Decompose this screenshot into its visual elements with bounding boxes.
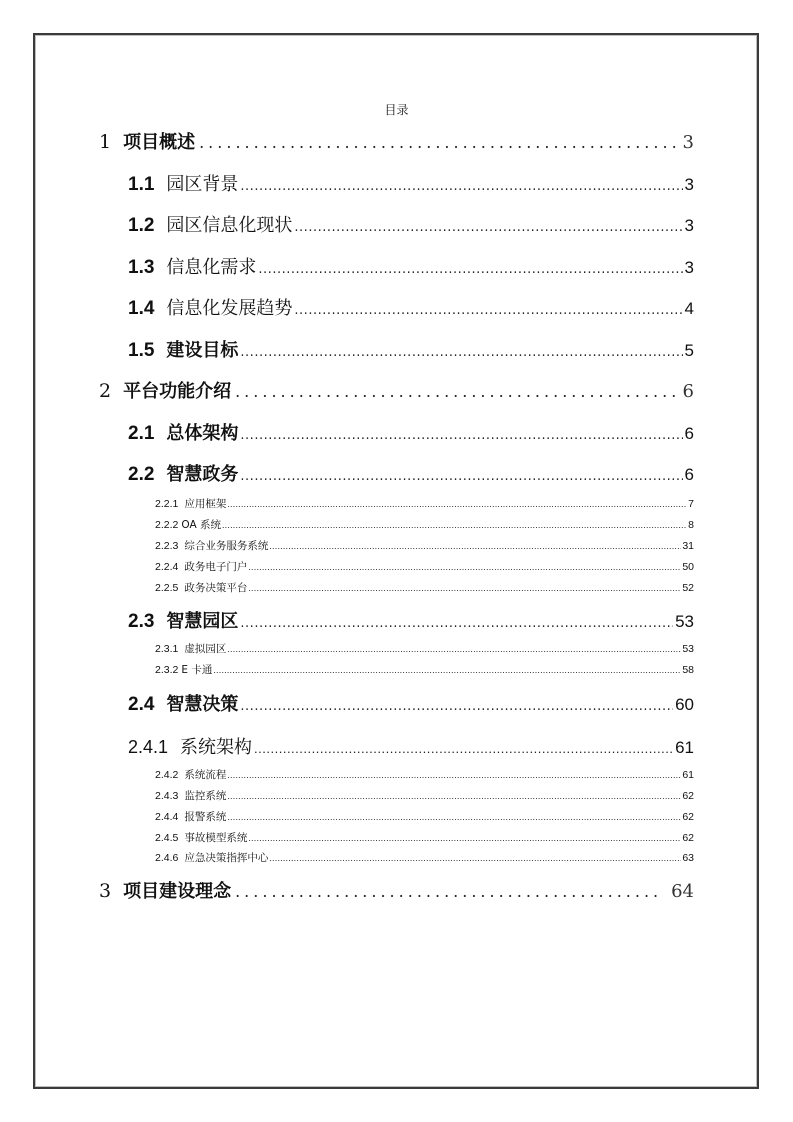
toc-entry-2-3-1[interactable] [155, 641, 694, 656]
toc-entry-2-2-3[interactable] [155, 538, 694, 553]
toc-entry-2-2-1[interactable] [155, 496, 694, 511]
toc-heading: 目录 [384, 103, 409, 117]
toc-entry-1-3[interactable] [128, 253, 694, 277]
toc-entry-title: 综合业务服务系统 [184, 540, 269, 552]
toc-entry-title: OA 系统 [181, 519, 221, 531]
toc-entry-title: 信息化发展趋势 [166, 298, 293, 319]
toc-entry-page: 50 [682, 561, 694, 573]
dot-leader [240, 345, 682, 360]
toc-entry-number: 2.1 [128, 423, 155, 444]
toc-entry-2-4-3[interactable] [155, 788, 694, 803]
toc-entry-2-4-2[interactable] [155, 767, 694, 782]
toc-entry-page: 61 [682, 769, 694, 781]
toc-entry-2-4-1[interactable] [128, 733, 694, 757]
dot-leader [258, 262, 682, 277]
toc-entry-1-5[interactable] [128, 336, 694, 360]
toc-entry-2-4[interactable] [128, 690, 694, 714]
dot-leader [240, 616, 673, 631]
toc-entry-number: 3 [99, 880, 112, 902]
toc-entry-number: 2.4.6 [155, 852, 179, 864]
dot-leader [227, 791, 681, 801]
toc-entry-title: E 卡通 [181, 664, 213, 676]
toc-entry-number: 2.2.2 [155, 519, 179, 531]
toc-entry-page: 58 [682, 664, 694, 676]
toc-entry-page: 64 [671, 881, 694, 902]
toc-entry-1-4[interactable] [128, 294, 694, 318]
toc-entry-number: 2.4.3 [155, 790, 179, 802]
toc-entry-number: 1.3 [128, 257, 155, 278]
toc-entry-1[interactable] [99, 128, 694, 152]
toc-entry-number: 2.2 [128, 464, 155, 485]
toc-entry-page: 52 [682, 582, 694, 594]
toc-entry-title: 项目建设理念 [123, 881, 232, 902]
toc-entry-title: 智慧决策 [166, 694, 239, 715]
toc-entry-title: 总体架构 [166, 423, 239, 444]
toc-entry-2-4-6[interactable] [155, 850, 694, 865]
toc-entry-number: 1 [99, 131, 112, 153]
toc-entry-page: 63 [682, 852, 694, 864]
toc-entry-3[interactable] [99, 877, 694, 901]
toc-entry-number: 1.5 [128, 340, 155, 361]
toc-entry-title: 虚拟园区 [184, 643, 227, 655]
toc-entry-1-1[interactable] [128, 170, 694, 194]
toc-entry-page: 53 [675, 612, 694, 631]
dot-leader [227, 770, 681, 780]
toc-entry-2[interactable] [99, 377, 694, 401]
toc-entry-2-4-4[interactable] [155, 809, 694, 824]
toc-entry-title: 智慧园区 [166, 611, 239, 632]
dot-leader [240, 179, 682, 194]
dot-leader [248, 562, 681, 572]
toc-entry-number: 2.4 [128, 694, 155, 715]
dot-leader [240, 699, 673, 714]
dot-leader [222, 520, 687, 530]
toc-entry-page: 31 [682, 540, 694, 552]
toc-entry-number: 2.2.3 [155, 540, 179, 552]
dot-leader [199, 133, 680, 152]
toc-entry-page: 6 [684, 424, 694, 443]
toc-entry-page: 3 [684, 175, 694, 194]
dot-leader [227, 812, 681, 822]
dot-leader [235, 382, 680, 401]
toc-entry-title: 应急决策指挥中心 [184, 852, 269, 864]
toc-entry-title: 园区信息化现状 [166, 215, 293, 236]
dot-leader [213, 665, 681, 675]
dot-leader [294, 303, 682, 318]
toc-entry-title: 政务决策平台 [184, 582, 248, 594]
toc-entry-2-2-4[interactable] [155, 559, 694, 574]
toc-entry-title: 政务电子门户 [184, 561, 248, 573]
toc-entry-page: 3 [682, 132, 694, 153]
toc-entry-page: 5 [684, 341, 694, 360]
dot-leader [240, 428, 682, 443]
toc-entry-page: 7 [688, 498, 694, 510]
toc-entry-page: 6 [684, 465, 694, 484]
toc-entry-number: 2.4.4 [155, 811, 179, 823]
toc-entry-title: 项目概述 [123, 132, 196, 153]
toc-entry-page: 4 [684, 299, 694, 318]
toc-entry-title: 建设目标 [166, 340, 239, 361]
toc-entry-title: 信息化需求 [166, 257, 257, 278]
toc-entry-title: 平台功能介绍 [123, 381, 232, 402]
toc-entry-title: 应用框架 [184, 498, 227, 510]
dot-leader [254, 741, 673, 756]
toc-entry-number: 2.4.5 [155, 832, 179, 844]
dot-leader [235, 882, 657, 901]
toc-entry-page: 3 [684, 258, 694, 277]
dot-leader [269, 853, 681, 863]
dot-leader [248, 833, 681, 843]
toc-entry-page: 8 [688, 519, 694, 531]
toc-entry-page: 3 [684, 216, 694, 235]
toc-entry-number: 2.3.2 [155, 664, 179, 676]
toc-entry-number: 1.1 [128, 174, 155, 195]
toc-entry-2-4-5[interactable] [155, 830, 694, 845]
toc-entry-number: 2.2.4 [155, 561, 179, 573]
toc-entry-page: 60 [675, 695, 694, 714]
dot-leader [269, 541, 681, 551]
toc-entry-number: 2 [99, 380, 112, 402]
toc-entry-2-2[interactable] [128, 460, 694, 484]
toc-entry-number: 2.4.1 [128, 737, 169, 757]
dot-leader [294, 220, 682, 235]
dot-leader [227, 644, 681, 654]
toc-entry-2-1[interactable] [128, 419, 694, 443]
toc-entry-title: 智慧政务 [166, 464, 239, 485]
toc-entry-2-2-5[interactable] [155, 580, 694, 595]
toc-entry-number: 2.2.5 [155, 582, 179, 594]
toc-entry-page: 53 [682, 643, 694, 655]
dot-leader [227, 499, 687, 509]
toc-entry-title: 事故模型系统 [184, 832, 248, 844]
toc-entry-number: 2.2.1 [155, 498, 179, 510]
toc-entry-2-2-2[interactable] [155, 517, 694, 532]
toc-entry-page: 62 [682, 811, 694, 823]
toc-entry-title: 园区背景 [166, 174, 239, 195]
toc-entry-number: 2.3 [128, 611, 155, 632]
toc-entry-title: 监控系统 [184, 790, 227, 802]
toc-entry-number: 1.4 [128, 298, 155, 319]
toc-entry-2-3[interactable] [128, 607, 694, 631]
toc-entry-number: 2.4.2 [155, 769, 179, 781]
toc-entry-page: 6 [682, 381, 694, 402]
toc-entry-number: 1.2 [128, 215, 155, 236]
toc-entry-title: 系统流程 [184, 769, 227, 781]
toc-entry-number: 2.3.1 [155, 643, 179, 655]
toc-entry-2-3-2[interactable] [155, 662, 694, 677]
toc-entry-page: 62 [682, 832, 694, 844]
toc-entry-page: 62 [682, 790, 694, 802]
toc-entry-title: 系统架构 [180, 737, 253, 758]
dot-leader [240, 469, 682, 484]
toc-entry-1-2[interactable] [128, 211, 694, 235]
toc-entry-page: 61 [675, 738, 694, 757]
dot-leader [248, 583, 681, 593]
toc-entry-title: 报警系统 [184, 811, 227, 823]
